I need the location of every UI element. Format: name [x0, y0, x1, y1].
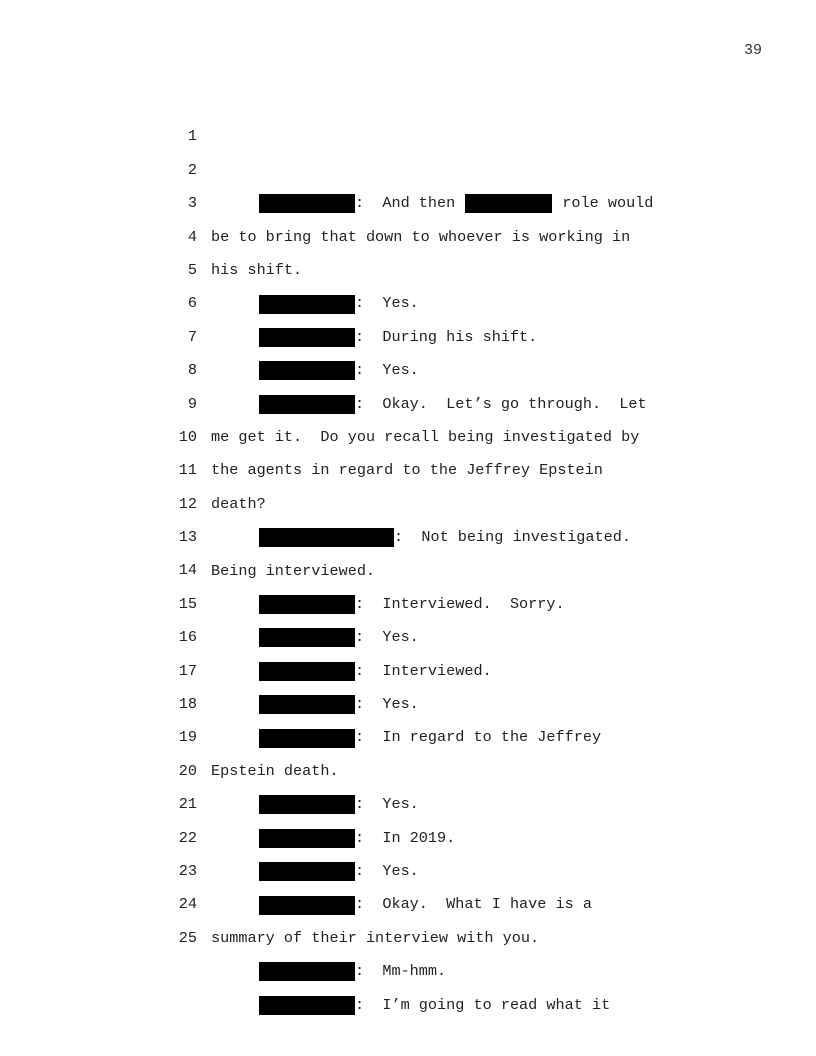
page-number: 39	[743, 42, 762, 59]
line-number: 17	[178, 661, 197, 680]
line-text: Epstein death.	[211, 761, 339, 780]
transcript-line	[170, 87, 690, 213]
line-number: 7	[187, 327, 197, 346]
line-number: 22	[178, 828, 197, 847]
line-text: : Interviewed.	[355, 661, 492, 680]
line-number: 3	[187, 194, 197, 213]
line-number: 6	[187, 294, 197, 313]
line-text: the agents in regard to the Jeffrey Epstein	[211, 461, 603, 480]
redaction-box	[259, 996, 355, 1015]
line-number: 18	[178, 695, 197, 714]
line-content	[259, 989, 610, 1022]
transcript-body	[170, 87, 690, 1014]
line-text: : Yes.	[355, 361, 419, 380]
line-number: 15	[178, 594, 197, 613]
line-text: : Interviewed. Sorry.	[355, 594, 565, 613]
line-text: : I’m going to read what it	[355, 995, 611, 1014]
line-number: 20	[178, 761, 197, 780]
line-text: summary of their interview with you.	[211, 928, 540, 947]
line-text: : Yes.	[355, 795, 419, 814]
line-text: : Yes.	[355, 862, 419, 881]
line-text: : Not being investigated.	[394, 528, 631, 547]
line-text: : And then	[355, 194, 456, 213]
line-text: : Yes.	[355, 294, 419, 313]
line-number: 12	[178, 494, 197, 513]
line-number: 25	[178, 928, 197, 947]
line-number: 16	[178, 628, 197, 647]
line-text: : Okay. Let’s go through. Let	[355, 394, 647, 413]
line-text: death?	[211, 494, 266, 513]
line-number: 5	[187, 260, 197, 279]
line-number: 23	[178, 862, 197, 880]
line-text: Being interviewed.	[211, 561, 376, 580]
line-number: 21	[178, 795, 197, 814]
line-text: : Mm-hmm.	[355, 962, 447, 981]
line-text: : In regard to the Jeffrey	[355, 728, 602, 747]
line-number: 13	[178, 528, 197, 547]
line-content	[211, 922, 539, 955]
line-number: 1	[187, 127, 197, 146]
redaction-box	[259, 962, 355, 981]
line-number: 10	[178, 427, 197, 446]
line-content	[259, 955, 446, 988]
line-text: me get it. Do you recall being investigated by	[211, 427, 640, 446]
line-number: 14	[178, 561, 197, 580]
line-number: 4	[187, 227, 197, 246]
line-text: : During his shift.	[355, 327, 538, 346]
line-text: role would	[562, 194, 654, 213]
line-number: 19	[178, 728, 197, 747]
line-number: 24	[178, 895, 197, 914]
line-text: : Okay. What I have is a	[355, 895, 592, 914]
line-text: : In 2019.	[355, 828, 456, 847]
line-text: : Yes.	[355, 695, 419, 714]
line-number: 2	[187, 160, 197, 179]
line-text: be to bring that down to whoever is working in	[211, 227, 631, 246]
line-number: 8	[187, 361, 197, 380]
line-number: 11	[178, 461, 197, 480]
line-text: his shift.	[211, 261, 303, 279]
line-number: 9	[187, 394, 197, 413]
line-text: : Yes.	[355, 628, 419, 647]
